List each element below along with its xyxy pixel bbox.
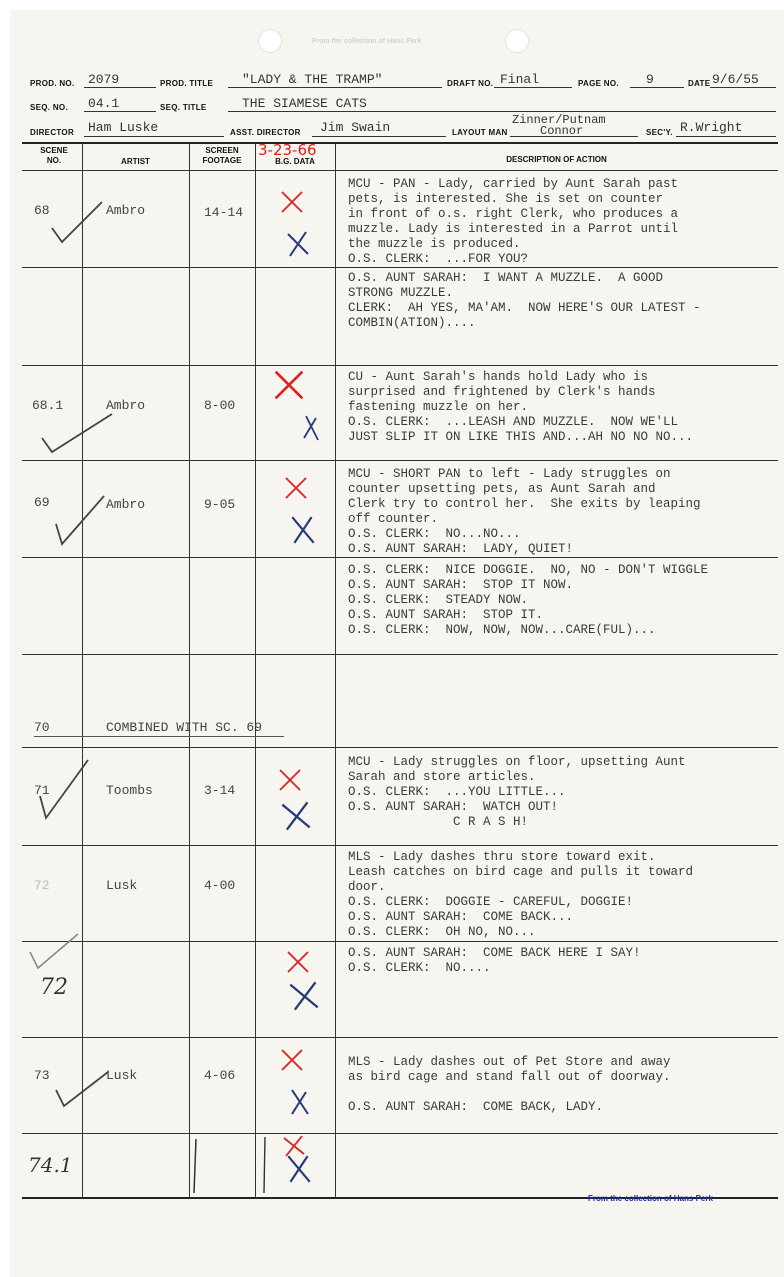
scene-no: 68 <box>34 203 50 218</box>
artist: Toombs <box>106 783 153 798</box>
punch-hole-right <box>505 29 529 53</box>
asst-director: Jim Swain <box>320 120 391 135</box>
draft-no-label: DRAFT NO. <box>447 79 494 88</box>
blue-x-mark-icon <box>284 1152 314 1186</box>
watermark-bottom: From the collection of Hans Perk <box>588 1194 713 1203</box>
action-description: MCU - SHORT PAN to left - Lady struggles on counter upsetting pets, as Aunt Sarah and Clerk try to control her. She exits by leaping off counter. O.S. CLERK: NO...NO... O.S. AUNT SARAH: LADY, QUIET! <box>348 467 701 556</box>
asst-director-label: ASST. DIRECTOR <box>230 128 301 137</box>
red-x-mark-icon <box>276 766 304 794</box>
prod-title: "LADY & THE TRAMP" <box>242 72 383 87</box>
page-no-label: PAGE NO. <box>578 79 619 88</box>
draft-no: Final <box>500 72 540 87</box>
blue-x-mark-icon <box>288 512 318 548</box>
screen-footage: 3-14 <box>204 783 236 798</box>
check-mark-icon <box>48 198 108 248</box>
layout-man-1: Zinner/Putnam <box>512 113 606 127</box>
blue-x-mark-icon <box>286 1086 314 1118</box>
screen-footage: 9-05 <box>204 497 236 512</box>
watermark-top: From the collection of Hans Perk <box>312 38 422 45</box>
prod-no-label: PROD. NO. <box>30 79 75 88</box>
director: Ham Luske <box>88 120 159 135</box>
date-label: DATE <box>688 79 711 88</box>
seq-title-label: SEQ. TITLE <box>160 103 207 112</box>
blue-x-mark-icon <box>298 414 326 442</box>
scene-no: 69 <box>34 495 50 510</box>
scene-no: 73 <box>34 1068 50 1083</box>
blue-x-mark-icon <box>284 230 312 258</box>
scene-no-handwritten: 74.1 <box>28 1153 73 1177</box>
screen-footage: 4-00 <box>204 878 236 893</box>
layout-man-2: Connor <box>540 124 584 138</box>
check-mark-icon <box>34 756 94 822</box>
director-label: DIRECTOR <box>30 128 75 137</box>
action-description: MCU - Lady struggles on floor, upsetting Aunt Sarah and store articles. O.S. CLERK: ...YOU LITTLE... O.S. AUNT SARAH: WATCH OUT! C R A S H! <box>348 755 686 829</box>
col-bg-data: B.G. DATA <box>275 157 315 166</box>
red-x-mark-icon <box>272 368 306 402</box>
scene-no: 71 <box>34 783 50 798</box>
scene-no-handwritten: 72 <box>40 975 68 1000</box>
red-x-mark-icon <box>278 1046 306 1074</box>
col-scene-no: SCENE NO. <box>40 146 68 165</box>
layout-man-label: LAYOUT MAN <box>452 128 508 137</box>
action-description: O.S. AUNT SARAH: COME BACK HERE I SAY! O.S. CLERK: NO.... <box>348 946 641 975</box>
pencil-stroke <box>258 1135 272 1197</box>
seq-title: THE SIAMESE CATS <box>242 96 367 111</box>
action-description: O.S. CLERK: NICE DOGGIE. NO, NO - DON'T WIGGLE O.S. AUNT SARAH: STOP IT NOW. O.S. CLERK: STEADY NOW. O.S. AUNT SARAH: STOP IT. O.S. CLERK: NOW, NOW, NOW...CARE(FUL)... <box>348 563 709 637</box>
check-mark-icon <box>52 492 112 552</box>
scene-no: 70 <box>34 720 50 735</box>
action-description: CU - Aunt Sarah's hands hold Lady who is surprised and frightened by Clerk's hands fastening muzzle on her. O.S. CLERK: ...LEASH AND MUZZLE. NOW WE'LL JUST SLIP IT ON LIKE THIS AND...AH NO NO NO... <box>348 370 694 444</box>
red-x-mark-icon <box>282 474 310 502</box>
scene-no: 72 <box>34 878 50 893</box>
pencil-stroke <box>180 1135 210 1197</box>
artist: Ambro <box>106 203 146 218</box>
blue-x-mark-icon <box>288 980 320 1012</box>
prod-title-label: PROD. TITLE <box>160 79 214 88</box>
punch-hole-left <box>258 29 282 53</box>
prod-no: 2079 <box>88 72 120 87</box>
col-artist: ARTIST <box>121 157 150 166</box>
seq-no: 04.1 <box>88 96 120 111</box>
screen-footage: 8-00 <box>204 398 236 413</box>
action-description: MLS - Lady dashes thru store toward exit. Leash catches on bird cage and pulls it toward door. O.S. CLERK: DOGGIE - CAREFUL, DOGGIE! O.S. AUNT SARAH: COME BACK... O.S. CLERK: OH NO, NO... <box>348 850 694 939</box>
red-x-mark-icon <box>284 948 312 976</box>
check-mark-icon <box>26 928 86 978</box>
screen-footage: 4-06 <box>204 1068 236 1083</box>
col-description: DESCRIPTION OF ACTION <box>506 155 607 164</box>
action-description: MLS - Lady dashes out of Pet Store and away as bird cage and stand fall out of doorway. O.S. AUNT SARAH: COME BACK, LADY. <box>348 1055 671 1114</box>
screen-footage: 14-14 <box>204 205 244 220</box>
page-no: 9 <box>646 72 654 87</box>
blue-x-mark-icon <box>280 800 312 832</box>
artist: Ambro <box>106 398 146 413</box>
seq-no-label: SEQ. NO. <box>30 103 68 112</box>
combined-note: COMBINED WITH SC. 69 <box>106 720 263 735</box>
secy-label: SEC'Y. <box>646 128 673 137</box>
action-description: MCU - PAN - Lady, carried by Aunt Sarah past pets, is interested. She is set on counter in front of o.s. right Clerk, who produces a muzzle. Lady is interested in a Parrot until the muzzle is produced. O.S. CLERK: ...FOR YOU? <box>348 177 679 266</box>
secy: R.Wright <box>680 120 743 135</box>
date: 9/6/55 <box>712 72 759 87</box>
red-x-mark-icon <box>278 188 306 216</box>
artist: Ambro <box>106 497 146 512</box>
red-date-note: 3-23-66 <box>258 141 317 159</box>
check-mark-icon <box>38 410 118 456</box>
artist: Lusk <box>106 1068 138 1083</box>
scene-no: 68.1 <box>32 398 64 413</box>
check-mark-icon <box>52 1068 112 1112</box>
col-screen-footage: SCREEN FOOTAGE <box>202 146 242 165</box>
action-description: O.S. AUNT SARAH: I WANT A MUZZLE. A GOOD STRONG MUZZLE. CLERK: AH YES, MA'AM. NOW HERE'S OUR LATEST - COMBIN(ATION).... <box>348 271 701 330</box>
artist: Lusk <box>106 878 138 893</box>
